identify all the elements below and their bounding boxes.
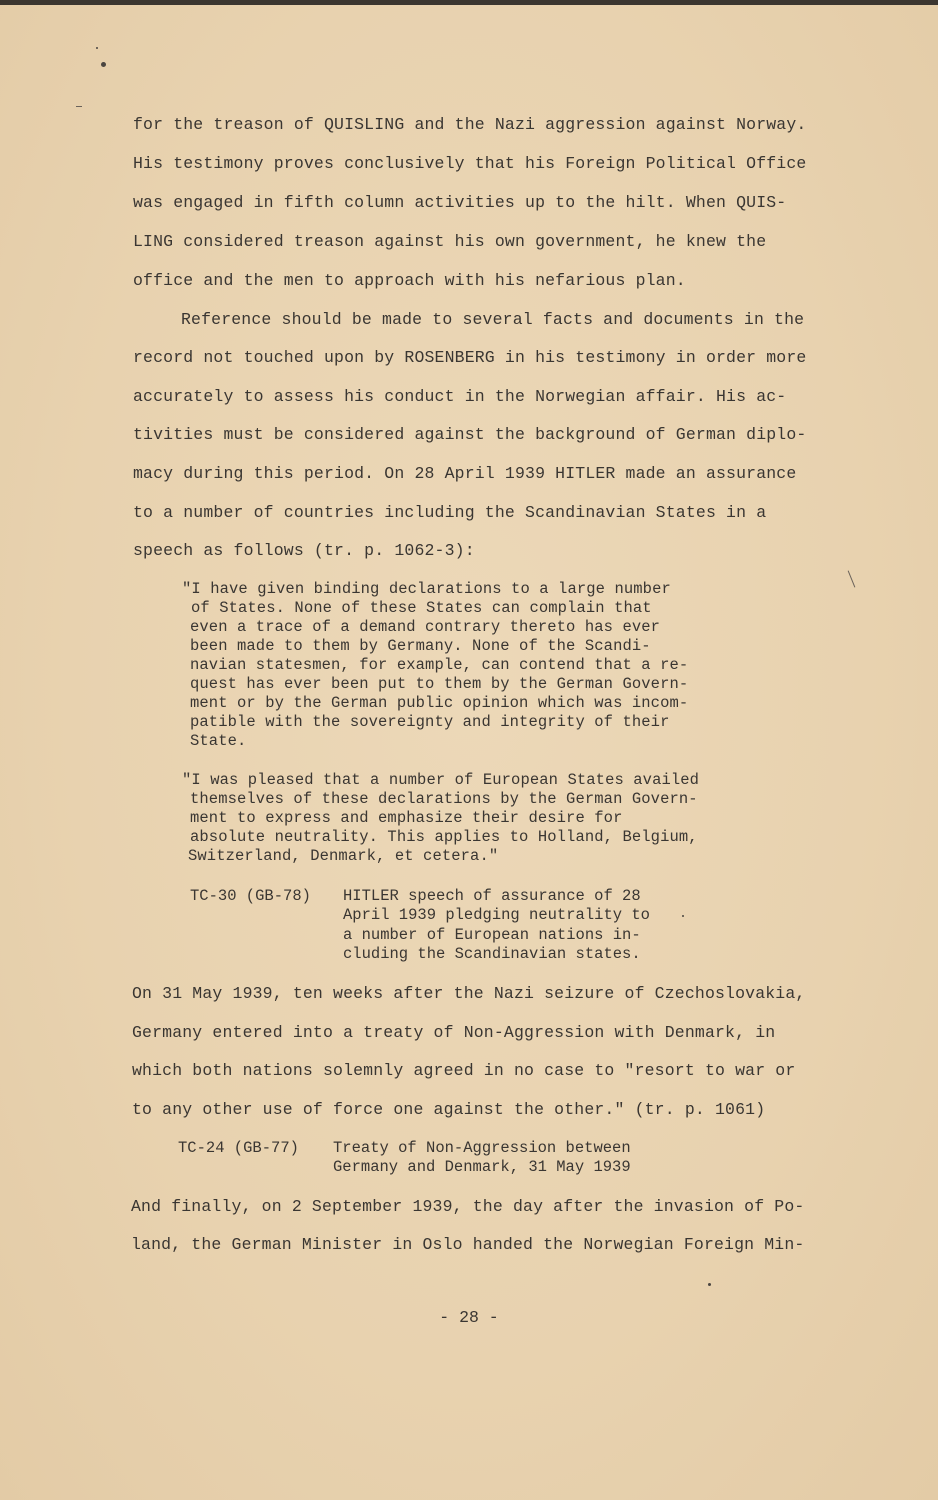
quote-line: ment to express and emphasize their desire for (190, 809, 623, 827)
text-line: speech as follows (tr. p. 1062-3): (133, 541, 475, 560)
quote-line: patible with the sovereignty and integrity of their (190, 713, 670, 731)
reference-code: TC-30 (GB-78) (190, 887, 311, 905)
margin-mark (76, 106, 82, 107)
text-line: macy during this period. On 28 April 1939 HITLER made an assurance (133, 464, 797, 483)
quote-line: navian statesmen, for example, can contend that a re- (190, 656, 689, 674)
text-line: office and the men to approach with his nefarious plan. (133, 271, 686, 290)
text-line: On 31 May 1939, ten weeks after the Nazi seizure of Czechoslovakia, (132, 984, 806, 1003)
page-top-edge (0, 0, 938, 5)
text-line: accurately to assess his conduct in the Norwegian affair. His ac- (133, 387, 787, 406)
page-number: - 28 - (439, 1308, 499, 1327)
quote-line: "I have given binding declarations to a large number (182, 580, 671, 598)
scan-speck (101, 62, 106, 67)
reference-description-line: Germany and Denmark, 31 May 1939 (333, 1158, 631, 1176)
text-line: Germany entered into a treaty of Non-Aggression with Denmark, in (132, 1023, 776, 1042)
quote-line: absolute neutrality. This applies to Holland, Belgium, (190, 828, 698, 846)
quote-line: ment or by the German public opinion which was incom- (190, 694, 689, 712)
reference-description-line: April 1939 pledging neutrality to (343, 906, 650, 924)
text-line: tivities must be considered against the background of German diplo- (133, 425, 807, 444)
quote-line: even a trace of a demand contrary thereto has ever (190, 618, 661, 636)
reference-description-line: HITLER speech of assurance of 28 (343, 887, 641, 905)
reference-code: TC-24 (GB-77) (178, 1139, 299, 1157)
quote-line: of States. None of these States can complain that (191, 599, 652, 617)
scan-speck (708, 1283, 711, 1286)
text-line: Reference should be made to several facts and documents in the (181, 310, 805, 329)
quote-line: State. (190, 732, 247, 750)
text-line: for the treason of QUISLING and the Nazi aggression against Norway. (133, 115, 807, 134)
text-line: to any other use of force one against the other." (tr. p. 1061) (132, 1100, 766, 1119)
reference-description-line: Treaty of Non-Aggression between (333, 1139, 631, 1157)
quote-line: themselves of these declarations by the German Govern- (190, 790, 698, 808)
reference-description-line: cluding the Scandinavian states. (343, 945, 641, 963)
quote-line: "I was pleased that a number of European States availed (182, 771, 700, 789)
text-line: And finally, on 2 September 1939, the day after the invasion of Po- (131, 1197, 805, 1216)
margin-mark (848, 570, 856, 587)
quote-line: been made to them by Germany. None of the Scandi- (190, 637, 651, 655)
scan-speck (96, 47, 98, 49)
scan-speck (682, 915, 684, 917)
text-line: land, the German Minister in Oslo handed the Norwegian Foreign Min- (131, 1235, 805, 1254)
text-line: to a number of countries including the Scandinavian States in a (133, 503, 767, 522)
quote-line: quest has ever been put to them by the German Govern- (190, 675, 689, 693)
text-line: which both nations solemnly agreed in no case to "resort to war or (132, 1061, 796, 1080)
text-line: was engaged in fifth column activities up to the hilt. When QUIS- (133, 193, 787, 212)
text-line: record not touched upon by ROSENBERG in his testimony in order more (133, 348, 807, 367)
text-line: His testimony proves conclusively that his Foreign Political Office (133, 154, 807, 173)
reference-description-line: a number of European nations in- (343, 926, 641, 944)
quote-line: Switzerland, Denmark, et cetera." (188, 847, 499, 865)
text-line: LING considered treason against his own government, he knew the (133, 232, 767, 251)
